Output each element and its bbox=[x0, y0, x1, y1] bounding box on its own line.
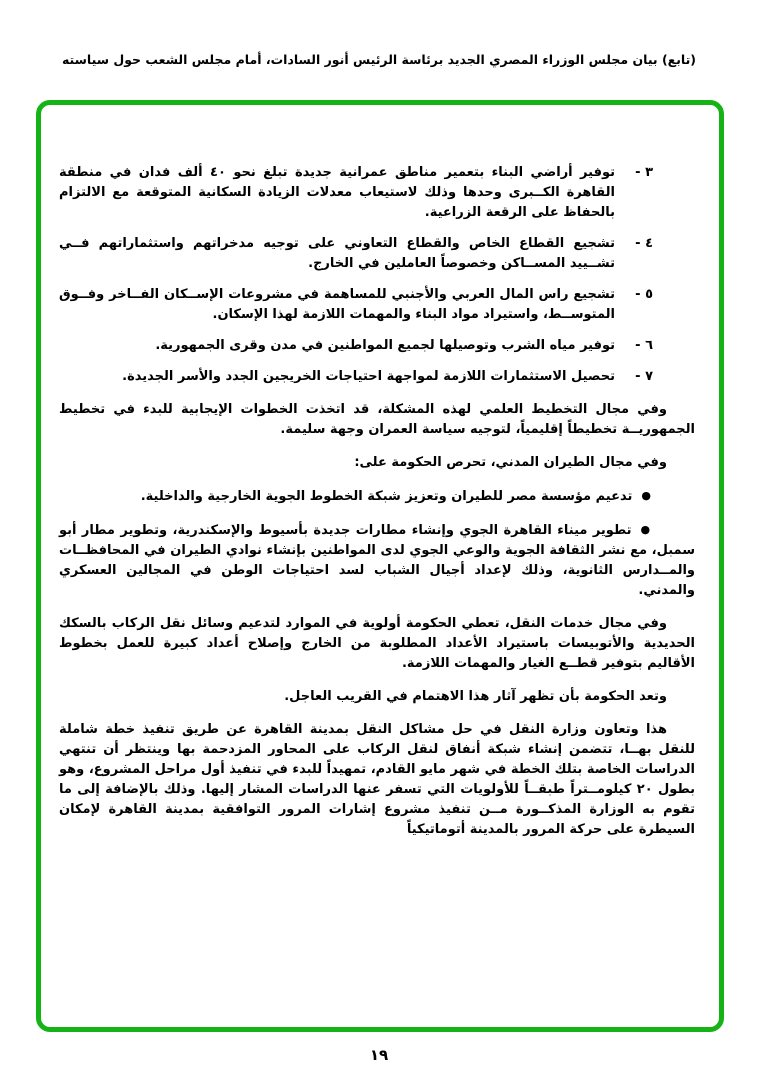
item-number: ٥ - bbox=[635, 287, 653, 302]
item-number: ٦ - bbox=[635, 338, 653, 353]
paragraph-promise: وتعد الحكومة بأن تظهر آثار هذا الاهتمام في القريب العاجل. bbox=[284, 689, 667, 704]
item-number: ٣ - bbox=[635, 165, 653, 180]
item-text: توفير أراضي البناء بتعمير مناطق عمرانية جديدة تبلغ نحو ٤٠ ألف فدان في منطقة القاهرة الكــبرى وحدها وذلك لاستيعاب معدلات الزيادة السكانية المتوقعة مع الالتزام بالحفاظ على الرقعة الزراعية. bbox=[59, 165, 615, 220]
item-text: توفير مياه الشرب وتوصيلها لجميع المواطنين في مدن وقرى الجمهورية. bbox=[155, 338, 615, 353]
bullet-icon: ● bbox=[640, 523, 651, 536]
item-text: تشجيع راس المال العربي والأجنبي للمساهمة في مشروعات الإســكان الفــاخر وفــوق المتوســط، واستيراد مواد البناء والمهمات اللازمة لهذا الإسكان. bbox=[59, 287, 615, 322]
numbered-item-3 bbox=[59, 163, 695, 223]
paragraph-planning: وفي مجال التخطيط العلمي لهذه المشكلة، قد اتخذت الخطوات الإيجابية للبدء في تخطيط الجمهوريــة تخطيطاً إقليمياً، لتوجيه سياسة العمران وجهة سليمة. bbox=[59, 402, 695, 437]
document-body bbox=[41, 105, 719, 1027]
item-text: تشجيع القطاع الخاص والقطاع التعاوني على توجيه مدخراتهم واستثماراتهم فــي تشــييد المســاكن وخصوصاً العاملين في الخارج. bbox=[59, 236, 615, 271]
bullet-text: تطوير ميناء القاهرة الجوي وإنشاء مطارات جديدة بأسيوط والإسكندرية، وتطوير مطار أبو سمبل، مع نشر الثقافة الجوية والوعي الجوي لدى المواطنين بإنشاء نوادي الطيران في المحافظــات والمــدارس الثانوية، وذلك لإعداد أجيال الشباب لسد احتياجات الوطن في المجالين العسكري والمدني. bbox=[59, 523, 695, 598]
document-title: (تابع) بيان مجلس الوزراء المصري الجديد برئاسة الرئيس أنور السادات، أمام مجلس الشعب حول سياسته bbox=[61, 52, 697, 67]
bullet-item-egyptair bbox=[59, 486, 695, 507]
green-border-frame bbox=[36, 100, 724, 1032]
bullet-icon: ● bbox=[641, 489, 651, 502]
bullet-text: تدعيم مؤسسة مصر للطيران وتعزيز شبكة الخطوط الجوية الخارجية والداخلية. bbox=[140, 489, 633, 504]
paragraph-transport: وفي مجال خدمات النقل، تعطي الحكومة أولوية في الموارد لتدعيم وسائل نقل الركاب بالسكك الحديدية والأتوبيسات باستيراد الأعداد المطلوبة من الخارج وإصلاح أعداد كبيرة للعمل بخطوط الأقاليم بتوفير قطــع الغيار والمهمات اللازمة. bbox=[59, 616, 695, 671]
item-text: تحصيل الاستثمارات اللازمة لمواجهة احتياجات الخريجين الجدد والأسر الجديدة. bbox=[122, 369, 615, 384]
page-number: ١٩ bbox=[369, 1046, 389, 1064]
numbered-item-5 bbox=[59, 285, 695, 325]
paragraph-aviation-intro: وفي مجال الطيران المدني، تحرص الحكومة على: bbox=[354, 455, 667, 470]
bullet-item-airports bbox=[59, 520, 695, 601]
item-number: ٤ - bbox=[635, 236, 653, 251]
numbered-item-6 bbox=[59, 336, 695, 356]
paragraph-cairo-transport: هذا وتعاون وزارة النقل في حل مشاكل النقل بمدينة القاهرة عن طريق تنفيذ خطة شاملة للنقل بهــا، تتضمن إنشاء شبكة أنفاق لنقل الركاب على المحاور المزدحمة بها وينتظر أن تنتهي الدراسات الخاصة بتلك الخطة في شهر مايو القادم، تمهيداً للبدء في تنفيذ أول مراحل المشروع، وهو بطول ٢٠ كيلومــتراً طبقــاً للأولويات التي تسفر عنها الدراسات المشار إليها. وذلك بالإضافة إلى ما تقوم به الوزارة المذكــورة مــن تنفيذ مشروع إشارات المرور التوافقية بمدينة القاهرة لإمكان السيطرة على حركة المرور بالمدينة أتوماتيكياً bbox=[59, 722, 695, 837]
item-number: ٧ - bbox=[635, 369, 653, 384]
numbered-item-7 bbox=[59, 367, 695, 387]
numbered-item-4 bbox=[59, 234, 695, 274]
